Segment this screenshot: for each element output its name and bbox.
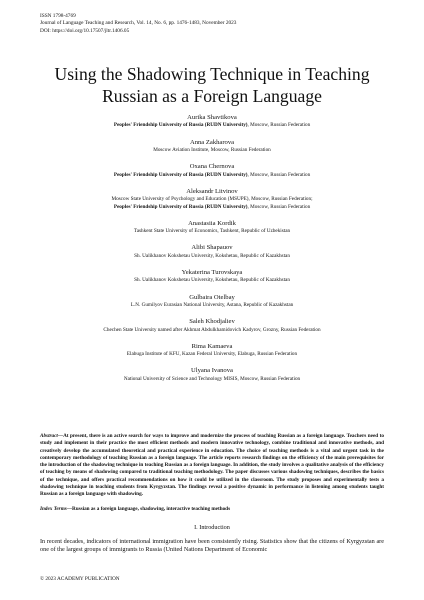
affiliation-rest: Elabuga Institute of KFU, Kazan Federal University, Elabuga, Russian Federation [126, 351, 298, 358]
author-affiliation [40, 351, 384, 359]
author-name: Yekaterina Turovskaya [181, 268, 243, 276]
author-affiliation [40, 253, 384, 261]
author-affiliation-2 [40, 204, 384, 212]
author-name: Anna Zakharova [189, 138, 235, 146]
author-affiliation [40, 277, 384, 285]
author-block [40, 139, 384, 164]
author-block [40, 244, 384, 269]
affiliation-rest: National University of Science and Technology MISIS, Moscow, Russian Federation [123, 375, 301, 382]
paper-title [0, 63, 424, 107]
author-block [40, 318, 384, 343]
section-heading-introduction: I. Introduction [194, 524, 230, 531]
author-affiliation [40, 172, 384, 180]
author-name: Anastasiia Kordik [188, 219, 236, 227]
journal-citation-line: Journal of Language Teaching and Research, Vol. 14, No. 6, pp. 1476-1483, November 2023 [40, 20, 237, 27]
affiliation-rest: Tashkent State University of Economics, Tashkent, Republic of Uzbekistan [133, 228, 291, 235]
doi-line: DOI: https://doi.org/10.17507/jltr.1406.05 [40, 27, 130, 34]
author-name: Alibi Shapauov [191, 244, 233, 252]
journal-header [40, 13, 236, 35]
index-terms-text: —Russian as a foreign language, shadowing, interactive teaching methods [66, 506, 231, 512]
affiliation-rest: Sh. Ualikhanov Kokshetau University, Kokshetau, Republic of Kazakhstan [134, 277, 290, 284]
affiliation-bold: Peoples' Friendship University of Russia (RUDN University) [113, 171, 248, 178]
abstract [40, 433, 384, 499]
author-name: Saleh Khodjaliev [189, 318, 235, 326]
author-block [40, 294, 384, 319]
issn-line: ISSN 1798-4769 [40, 13, 76, 19]
introduction-paragraph: In recent decades, indicators of international immigration have been consistently rising. Statistics show that the citizens of Kyrgyzstan are one of the largest groups of immigrants to Russia (United Nations Department of Economic [40, 538, 384, 554]
paper-title-line-2: Russian as a Foreign Language [102, 86, 322, 106]
author-affiliation [40, 228, 384, 236]
affiliation-bold: Peoples' Friendship University of Russia (RUDN University) [113, 203, 248, 210]
author-name: Aurika Shavtikova [187, 114, 237, 121]
author-block [40, 163, 384, 188]
affiliation-rest: Moscow Aviation Institute, Moscow, Russian Federation [153, 147, 271, 153]
author-block [40, 114, 384, 139]
author-affiliation [40, 327, 384, 335]
index-terms-label: Index Terms [40, 506, 67, 512]
author-name: Gulbaira Otelbay [189, 293, 235, 301]
author-name: Ulyana Ivanova [191, 367, 233, 375]
affiliation-rest: , Moscow, Russian Federation [247, 171, 311, 178]
abstract-text: —At present, there is an active search for ways to improve and modernize the process of teaching Russian as a foreign language. Teachers need to study and implement in their practice the most efficient methods and modern innovative technology, combine traditional and innovative methods, and creatively develop the accumulated theoretical and practical experience in education. The choice of teaching methods is a vital and urgent task in the contemporary methodology of teaching Russian as a foreign language. The article reports research findings on the efficiency of the main prerequisites for the introduction of the shadowing technique in teaching Russian as a foreign language. In addition, the study involves a qualitative analysis of the efficiency of teaching by means of shadowing compared to traditional teaching methodology. The paper discusses various shadowing techniques, describes the basics of the technique, and offers practical recommendations on how it could be utilized in the classroom. The study proposes and experimentally tests a shadowing technique in teaching students from Kyrgyzstan. The findings reveal a positive dynamic in performance in listening among students taught Russian as a foreign language with shadowing. [40, 433, 384, 498]
abstract-label: Abstract [40, 433, 58, 439]
author-name: Rima Kamaeva [191, 342, 233, 350]
author-block [40, 343, 384, 368]
author-affiliation [40, 196, 384, 204]
affiliation-rest: , Moscow, Russian Federation [247, 122, 311, 129]
paper-title-line-1: Using the Shadowing Technique in Teaching [54, 64, 370, 84]
author-affiliation [40, 376, 384, 384]
author-list [40, 114, 384, 392]
author-block [40, 367, 384, 392]
author-affiliation [40, 122, 384, 130]
affiliation-rest: L.N. Gumilyov Eurasian National University, Astana, Republic of Kazakhstan [130, 301, 294, 308]
affiliation-bold: Peoples' Friendship University of Russia (RUDN University) [113, 122, 248, 129]
affiliation-rest: , Moscow, Russian Federation [247, 203, 311, 210]
author-block [40, 220, 384, 245]
author-name: Aleksandr Litvinov [186, 187, 238, 195]
index-terms [40, 506, 384, 513]
author-block [40, 269, 384, 294]
affiliation-rest: Sh. Ualikhanov Kokshetau University, Kokshetau, Republic of Kazakhstan [134, 252, 290, 259]
affiliation-rest: Chechen State University named after Akhmat Abdulkhamidovich Kadyrov, Grozny, Russian Federation [103, 326, 321, 333]
author-affiliation [40, 302, 384, 310]
author-block [40, 188, 384, 220]
copyright-footer: © 2023 ACADEMY PUBLICATION [40, 576, 120, 582]
author-affiliation [40, 147, 384, 155]
author-name: Oxana Chernova [189, 163, 235, 171]
affiliation-rest: Moscow State University of Psychology and Education (MSUPE), Moscow, Russian Federation; [111, 196, 313, 203]
